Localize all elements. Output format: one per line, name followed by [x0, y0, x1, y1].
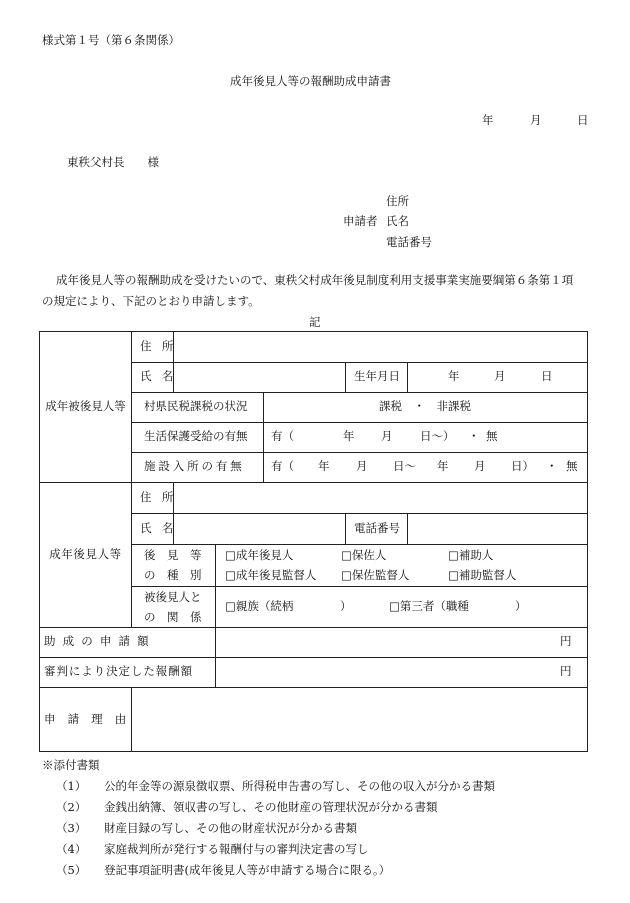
intro-line-1: 成年後見人等の報酬助成を受けたいので、東秩父村成年後見制度利用支援事業実施要綱第６条第１項: [56, 273, 574, 287]
ward-welfare-month: 月: [381, 429, 393, 444]
guardian-type-option-1[interactable]: □成年後見人: [225, 548, 294, 562]
page-title: 成年後見人等の報酬助成申請書: [230, 74, 391, 88]
reason-field[interactable]: [132, 688, 586, 751]
guardian-name-label: 氏名: [140, 520, 184, 535]
request-amount-label: 助成の申請額: [44, 634, 156, 649]
guardian-type-label-2: の 種 別: [144, 568, 202, 582]
ward-facility-day-1: 日〜: [393, 459, 416, 474]
intro-line-2: の規定により、下記のとおり申請します。: [42, 294, 260, 308]
decided-amount-label: 審判により決定した報酬額: [44, 664, 194, 679]
ward-welfare-yes[interactable]: 有（: [271, 429, 294, 444]
ward-name-field[interactable]: [174, 362, 344, 392]
addressee: 東秩父村長 様: [67, 155, 159, 169]
ward-welfare-day: 日〜）: [420, 429, 455, 444]
decided-amount-unit: 円: [560, 664, 572, 679]
reason-label: 申請理由: [44, 711, 139, 726]
guardian-address-label: 住所: [140, 490, 184, 505]
attachment-text: 家庭裁判所が発行する報酬付与の審判決定書の写し: [104, 842, 369, 856]
guardian-type-option-4[interactable]: □成年後見監督人: [225, 568, 317, 582]
attachment-text: 登記事項証明書(成年後見人等が申請する場合に限る。）: [104, 863, 391, 877]
ward-facility-yes[interactable]: 有（: [271, 459, 294, 474]
ward-facility-dot: ・: [546, 459, 558, 474]
ward-facility-month-1: 月: [356, 459, 368, 474]
guardian-relation-option-1[interactable]: □親族（続柄: [225, 599, 294, 613]
guardian-relation-label-1: 被後見人と: [144, 590, 202, 604]
guardian-name-field[interactable]: [174, 513, 344, 544]
ward-welfare-label: 生活保護受給の有無: [144, 429, 248, 444]
date-year: 年: [482, 113, 494, 127]
guardian-relation-option-2[interactable]: □第三者（職種: [389, 599, 469, 613]
applicant-phone-label: 電話番号: [386, 235, 432, 249]
ki-label: 記: [309, 315, 321, 329]
request-amount-unit: 円: [560, 634, 572, 649]
form-number: 様式第１号（第６条関係）: [42, 33, 180, 47]
ward-section-label: 成年被後見人等: [45, 399, 126, 414]
ward-facility-year-1: 年: [318, 459, 330, 474]
ward-tax-options[interactable]: 課税 ・ 非課税: [379, 399, 471, 414]
attachment-number: （1）: [56, 779, 87, 793]
ward-facility-month-2: 月: [474, 459, 486, 474]
attachment-number: （5）: [56, 863, 87, 877]
guardian-type-label-1: 後 見 等: [144, 548, 202, 562]
ward-welfare-dot: ・: [468, 429, 480, 444]
guardian-type-option-6[interactable]: □補助監督人: [448, 568, 517, 582]
ward-facility-year-2: 年: [437, 459, 449, 474]
ward-name-label: 氏名: [140, 369, 184, 384]
ward-birth-label: 生年月日: [354, 369, 400, 384]
guardian-address-field[interactable]: [174, 483, 586, 513]
ward-welfare-no[interactable]: 無: [486, 429, 498, 444]
guardian-relation-close-1: ）: [340, 599, 352, 613]
guardian-type-option-2[interactable]: □保佐人: [341, 548, 387, 562]
ward-facility-day-2: 日）: [511, 459, 534, 474]
request-amount-field[interactable]: [216, 627, 552, 657]
attachments-heading: ※添付書類: [42, 758, 100, 772]
decided-amount-field[interactable]: [216, 657, 552, 687]
ward-birth-month[interactable]: 月: [494, 369, 506, 384]
attachment-number: （4）: [56, 842, 87, 856]
guardian-section-label: 成年後見人等: [49, 547, 122, 562]
applicant-address-label: 住所: [386, 194, 409, 208]
applicant-name-label: 氏名: [386, 214, 409, 228]
ward-birth-year[interactable]: 年: [448, 369, 460, 384]
guardian-phone-label: 電話番号: [354, 520, 400, 535]
guardian-relation-close-2: ）: [515, 599, 527, 613]
guardian-phone-field[interactable]: [408, 513, 586, 544]
attachment-number: （3）: [56, 821, 87, 835]
guardian-type-option-3[interactable]: □補助人: [448, 548, 494, 562]
attachment-text: 金銭出納簿、領収書の写し、その他財産の管理状況が分かる書類: [104, 800, 438, 814]
attachment-text: 財産目録の写し、その他の財産状況が分かる書類: [104, 821, 357, 835]
ward-facility-no[interactable]: 無: [566, 459, 578, 474]
ward-tax-label: 村県民税課税の状況: [144, 399, 248, 414]
ward-facility-label: 施設入所の有無: [144, 459, 245, 474]
guardian-type-option-5[interactable]: □保佐監督人: [341, 568, 410, 582]
ward-welfare-year: 年: [343, 429, 355, 444]
ward-address-field[interactable]: [174, 332, 586, 362]
date-month: 月: [530, 113, 542, 127]
attachment-number: （2）: [56, 800, 87, 814]
attachment-text: 公的年金等の源泉徴収票、所得税申告書の写し、その他の収入が分かる書類: [104, 779, 495, 793]
guardian-relation-label-2: の 関 係: [144, 610, 202, 624]
date-day: 日: [577, 113, 589, 127]
ward-address-label: 住所: [140, 339, 184, 354]
applicant-label: 申請者: [343, 214, 378, 228]
ward-birth-day[interactable]: 日: [541, 369, 553, 384]
